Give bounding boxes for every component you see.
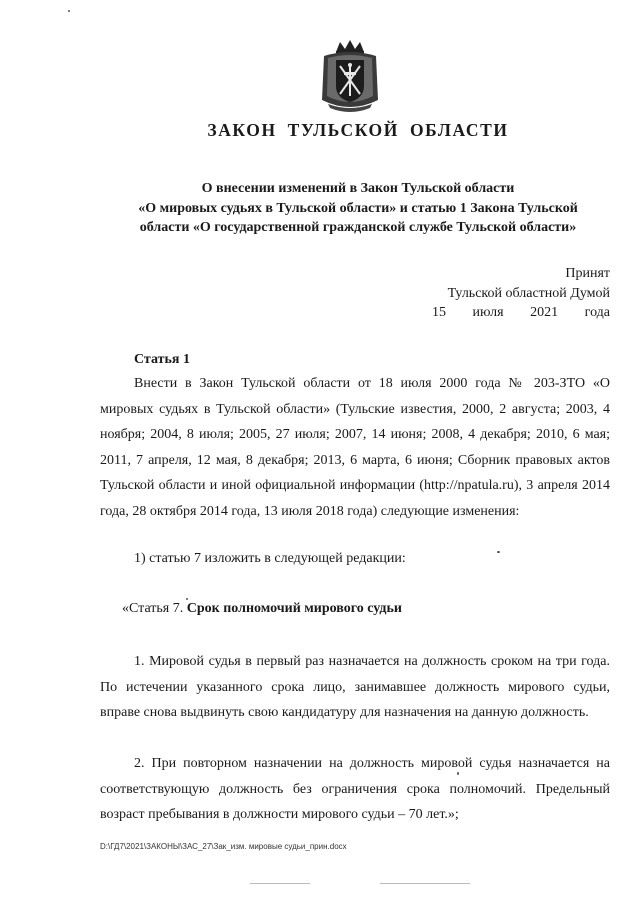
adopted-label: Принят <box>565 266 610 281</box>
adoption-day: 15 <box>432 305 446 320</box>
subject-line: О внесении изменений в Закон Тульской области <box>201 181 515 196</box>
subject-line: «О мировых судьях в Тульской области» и статью 1 Закона Тульской <box>138 200 578 216</box>
adoption-month: июля <box>472 305 504 320</box>
article-7-paragraph-1: 1. Мировой судья в первый раз назначается на должность сроком на три года. По истечении указанного срока лицо, занимавшее должность мирового судьи, вправе снова выдвинуть свою кандидатуру для назначения на данную должность. <box>100 654 610 720</box>
adoption-year: 2021 <box>530 305 559 320</box>
file-path-footer: D:\ГД7\2021\ЗАКОНЫ\ЗАС_27\Зак_изм. мировые судьи_прин.docx <box>100 842 347 851</box>
article-7-paragraph-2: 2. При повторном назначении на должность мировой судья назначается на соответствующую должность без ограничения срока полномочий. Предельный возраст пребывания в должности мирового судьи – 70 лет.»; <box>100 756 610 822</box>
subject-line: области «О государственной гражданской службе Тульской области» <box>139 220 577 235</box>
law-title: ЗАКОН ТУЛЬСКОЙ ОБЛАСТИ <box>207 120 509 140</box>
tula-coat-of-arms-icon <box>318 38 382 114</box>
adopted-by: Тульской областной Думой <box>447 285 610 301</box>
scan-speck <box>457 772 459 775</box>
article-1-heading: Статья 1 <box>134 352 190 367</box>
article-7-title: Срок полномочий мирового судьи <box>186 601 402 616</box>
adoption-year-word: года <box>584 305 610 320</box>
article-7-heading <box>122 601 402 617</box>
article-1-item-1: 1) статью 7 изложить в следующей редакции: <box>134 551 406 566</box>
law-subject <box>108 179 608 238</box>
scan-speck <box>380 883 470 884</box>
scan-speck <box>68 10 70 12</box>
adoption-block <box>432 264 610 323</box>
scan-speck <box>250 883 310 884</box>
article-7-prefix: «Статья 7. <box>122 601 184 616</box>
scan-speck <box>497 551 500 553</box>
scan-speck <box>186 598 188 600</box>
article-1-text: Внести в Закон Тульской области от 18 июля 2000 года № 203-ЗТО «О мировых судьях в Тульской области» (Тульские известия, 2000, 2 августа; 2003, 4 ноября; 2004, 8 июля; 2005, 27 июля; 2007, 14 июня; 2008, 4 декабря; 2010, 6 мая; 2011, 7 апреля, 12 мая, 8 декабря; 2013, 6 марта, 6 июня; Сборник правовых актов Тульской области и иной официальной информации (http://npatula.ru), 3 апреля 2014 года, 28 октября 2014 года, 13 июля 2018 года) следующие изменения: <box>100 376 610 519</box>
adoption-date <box>432 303 610 323</box>
